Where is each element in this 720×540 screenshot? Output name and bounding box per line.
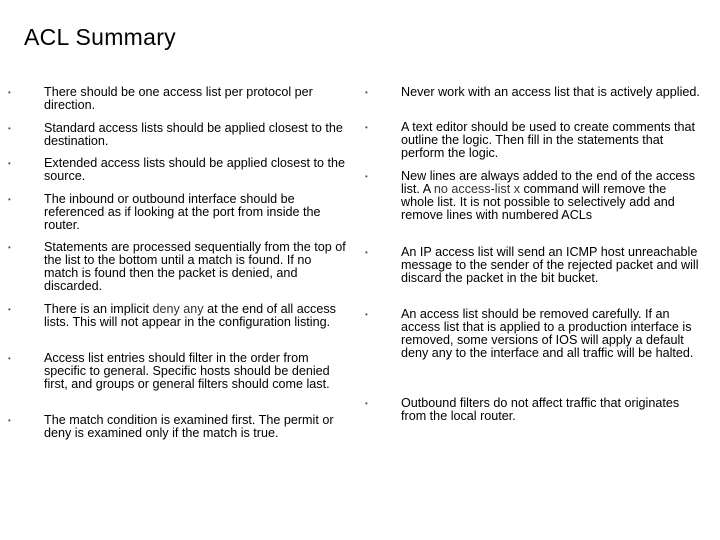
list-item (8, 86, 348, 112)
list-item-text: There is an implicit deny any at the end of all access lists. This will not appear in the configuration listing. (44, 302, 336, 329)
no-access-list-keyword: no access-list x (433, 182, 520, 196)
bullet-icon: • (365, 399, 368, 408)
list-item (8, 241, 348, 293)
bullet-icon: • (365, 172, 368, 181)
list-item (8, 157, 348, 183)
list-item-text: An access list should be removed carefully. If an access list that is applied to a production interface is removed, some versions of IOS will apply a default deny any to the interface and all traffic will be halted. (401, 307, 694, 360)
list-item (365, 308, 700, 360)
bullet-icon: • (8, 416, 11, 425)
bullet-icon: • (365, 248, 368, 257)
list-item (365, 121, 700, 160)
list-item (365, 397, 700, 423)
list-item (8, 352, 348, 391)
list-item-text: An IP access list will send an ICMP host unreachable message to the sender of the rejected packet and will discard the packet in the bit bucket. (401, 245, 699, 285)
list-item-text: The match condition is examined first. The permit or deny is examined only if the match is true. (44, 413, 334, 440)
bullet-icon: • (365, 310, 368, 319)
list-item-text: Never work with an access list that is actively applied. (401, 85, 700, 99)
bullet-icon: • (8, 124, 11, 133)
list-item (8, 193, 348, 232)
list-item (8, 414, 348, 440)
list-item-text: Statements are processed sequentially from the top of the list to the bottom until a match is found. If no match is found then the packet is denied, and discarded. (44, 240, 346, 293)
list-item (365, 86, 700, 99)
bullet-icon: • (365, 88, 368, 97)
bullet-icon: • (8, 305, 11, 314)
list-item (365, 246, 700, 285)
bullet-icon: • (8, 88, 11, 97)
list-item-text: The inbound or outbound interface should be referenced as if looking at the port from inside the router. (44, 192, 321, 232)
bullet-icon: • (8, 159, 11, 168)
bullet-icon: • (8, 195, 11, 204)
deny-any-keyword: deny any (152, 302, 204, 316)
list-item-text: Access list entries should filter in the order from specific to general. Specific hosts should be denied first, and groups or general filters should come last. (44, 351, 330, 391)
bullet-icon: • (365, 123, 368, 132)
bullet-icon: • (8, 243, 11, 252)
list-item-text: There should be one access list per protocol per direction. (44, 85, 313, 112)
list-item (8, 303, 348, 329)
list-item-text: Extended access lists should be applied closest to the source. (44, 156, 346, 183)
bullet-icon: • (8, 354, 11, 363)
slide-title: ACL Summary (24, 24, 176, 50)
list-item-text: Standard access lists should be applied closest to the destination. (44, 121, 343, 148)
list-item-text: Outbound filters do not affect traffic that originates from the local router. (401, 396, 680, 423)
list-item (8, 122, 348, 148)
list-item (365, 170, 700, 222)
list-item-text: A text editor should be used to create comments that outline the logic. Then fill in the statements that perform the logic. (401, 120, 696, 160)
list-item-text: New lines are always added to the end of the access list. A no access-list x command will remove the whole list. It is not possible to selectively add and remove lines with numbered ACLs (401, 169, 696, 222)
